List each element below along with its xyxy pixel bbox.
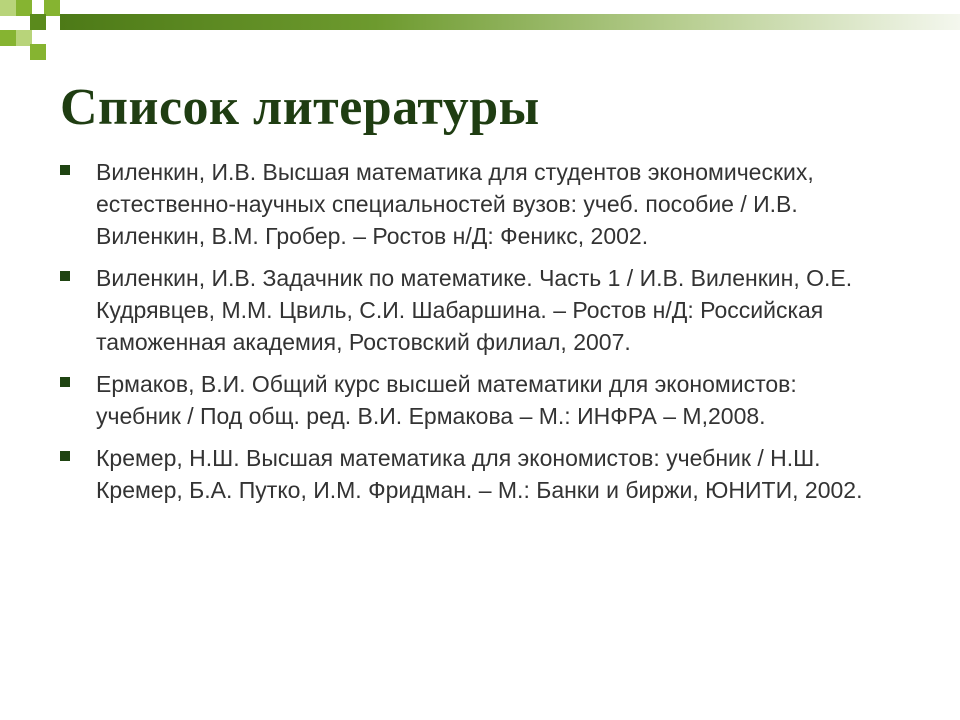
reference-item [60,156,880,252]
header-gradient-band [60,14,960,30]
reference-item [60,442,880,506]
reference-list [60,156,880,516]
reference-text: Кремер, Н.Ш. Высшая математика для экономистов: учебник / Н.Ш. Кремер, Б.А. Путко, И.М. Фридман. – М.: Банки и биржи, ЮНИТИ, 2002. [96,445,863,503]
square-bullet-icon [60,271,70,281]
reference-text: Виленкин, И.В. Задачник по математике. Часть 1 / И.В. Виленкин, О.Е. Кудрявцев, М.М. Цвиль, С.И. Шабаршина. – Ростов н/Д: Российская таможенная академия, Ростовский филиал, 2007. [96,265,853,355]
square-bullet-icon [60,165,70,175]
reference-text: Виленкин, И.В. Высшая математика для студентов экономических, естественно-научных специальностей вузов: учеб. пособие / И.В. Виленкин, В.М. Гробер. – Ростов н/Д: Феникс, 2002. [96,159,814,249]
reference-text: Ермаков, В.И. Общий курс высшей математики для экономистов: учебник / Под общ. ред. В.И. Ермакова – М.: ИНФРА – М,2008. [96,371,797,429]
square-bullet-icon [60,451,70,461]
reference-item [60,368,880,432]
decor-square [0,30,16,46]
slide-title: Список литературы [60,79,540,136]
decor-square [30,14,46,30]
decor-square [44,0,60,16]
square-bullet-icon [60,377,70,387]
decor-square [0,0,16,16]
reference-item [60,262,880,358]
decor-square [30,44,46,60]
